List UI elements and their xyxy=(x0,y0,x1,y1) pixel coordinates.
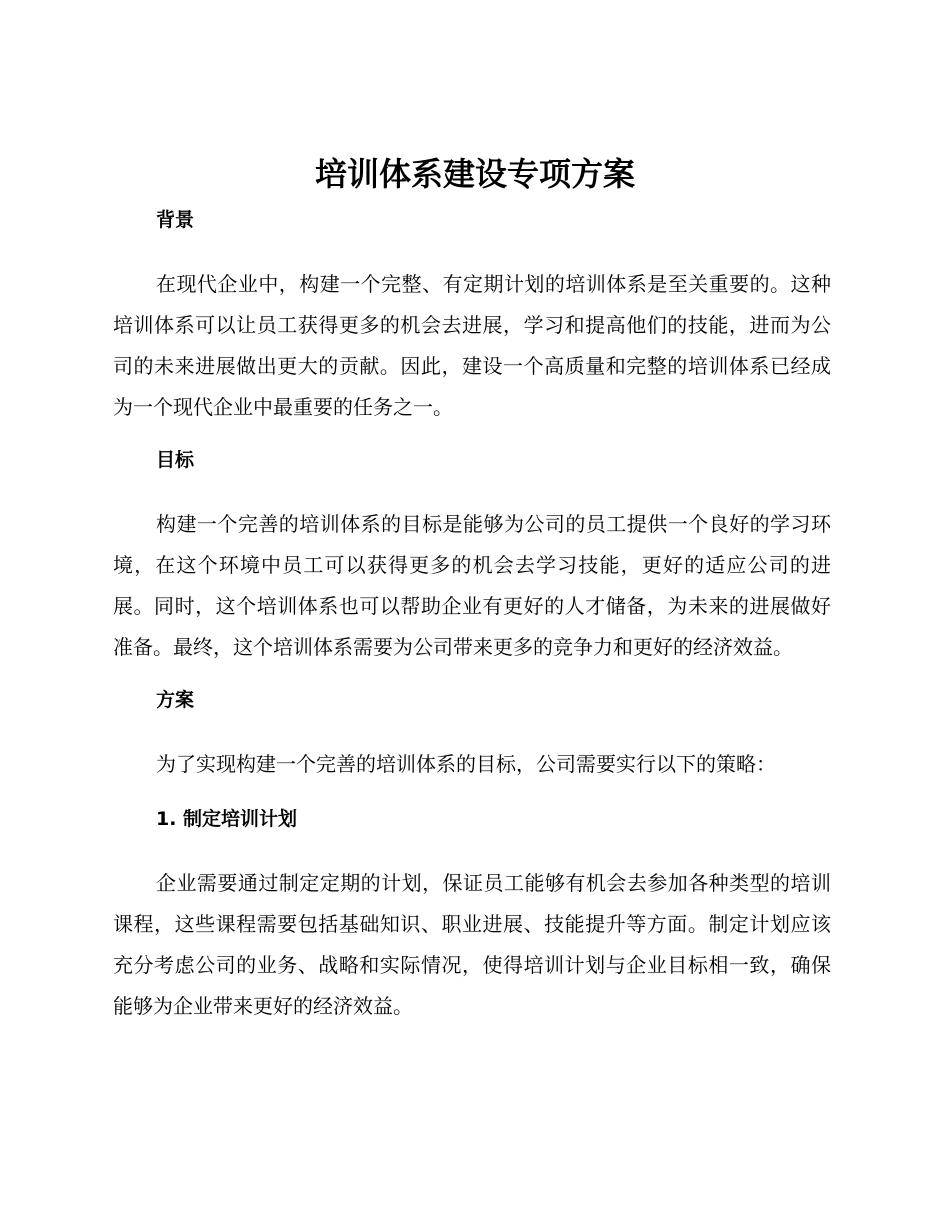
paragraph-training-plan: 企业需要通过制定定期的计划，保证员工能够有机会去参加各种类型的培训课程，这些课程需要包括基础知识、职业进展、技能提升等方面。制定计划应该充分考虑公司的业务、战略和实际情况，使得培训计划与企业目标相一致，确保能够为企业带来更好的经济效益。 xyxy=(113,871,831,1018)
document-title: 培训体系建设专项方案 xyxy=(314,155,635,193)
paragraph-plan: 为了实现构建一个完善的培训体系的目标，公司需要实行以下的策略： xyxy=(156,752,776,776)
section-goal xyxy=(113,444,831,668)
section-heading-goal: 目标 xyxy=(156,449,195,471)
section-heading-plan: 方案 xyxy=(156,689,195,711)
section-heading-training-plan: 1. 制定培训计划 xyxy=(156,808,298,830)
paragraph-goal: 构建一个完善的培训体系的目标是能够为公司的员工提供一个良好的学习环境，在这个环境中员工可以获得更多的机会去学习技能，更好的适应公司的进展。同时，这个培训体系也可以帮助企业有更好的人才储备，为未来的进展做好准备。最终，这个培训体系需要为公司带来更多的竞争力和更好的经济效益。 xyxy=(113,512,831,659)
section-plan xyxy=(113,684,831,785)
section-heading-background: 背景 xyxy=(156,209,195,231)
document-body xyxy=(113,204,831,1027)
paragraph-background: 在现代企业中，构建一个完整、有定期计划的培训体系是至关重要的。这种培训体系可以让员工获得更多的机会去进展，学习和提高他们的技能，进而为公司的未来进展做出更大的贡献。因此，建设一个高质量和完整的培训体系已经成为一个现代企业中最重要的任务之一。 xyxy=(113,272,831,419)
section-training-plan xyxy=(113,803,831,1027)
section-background xyxy=(113,204,831,428)
